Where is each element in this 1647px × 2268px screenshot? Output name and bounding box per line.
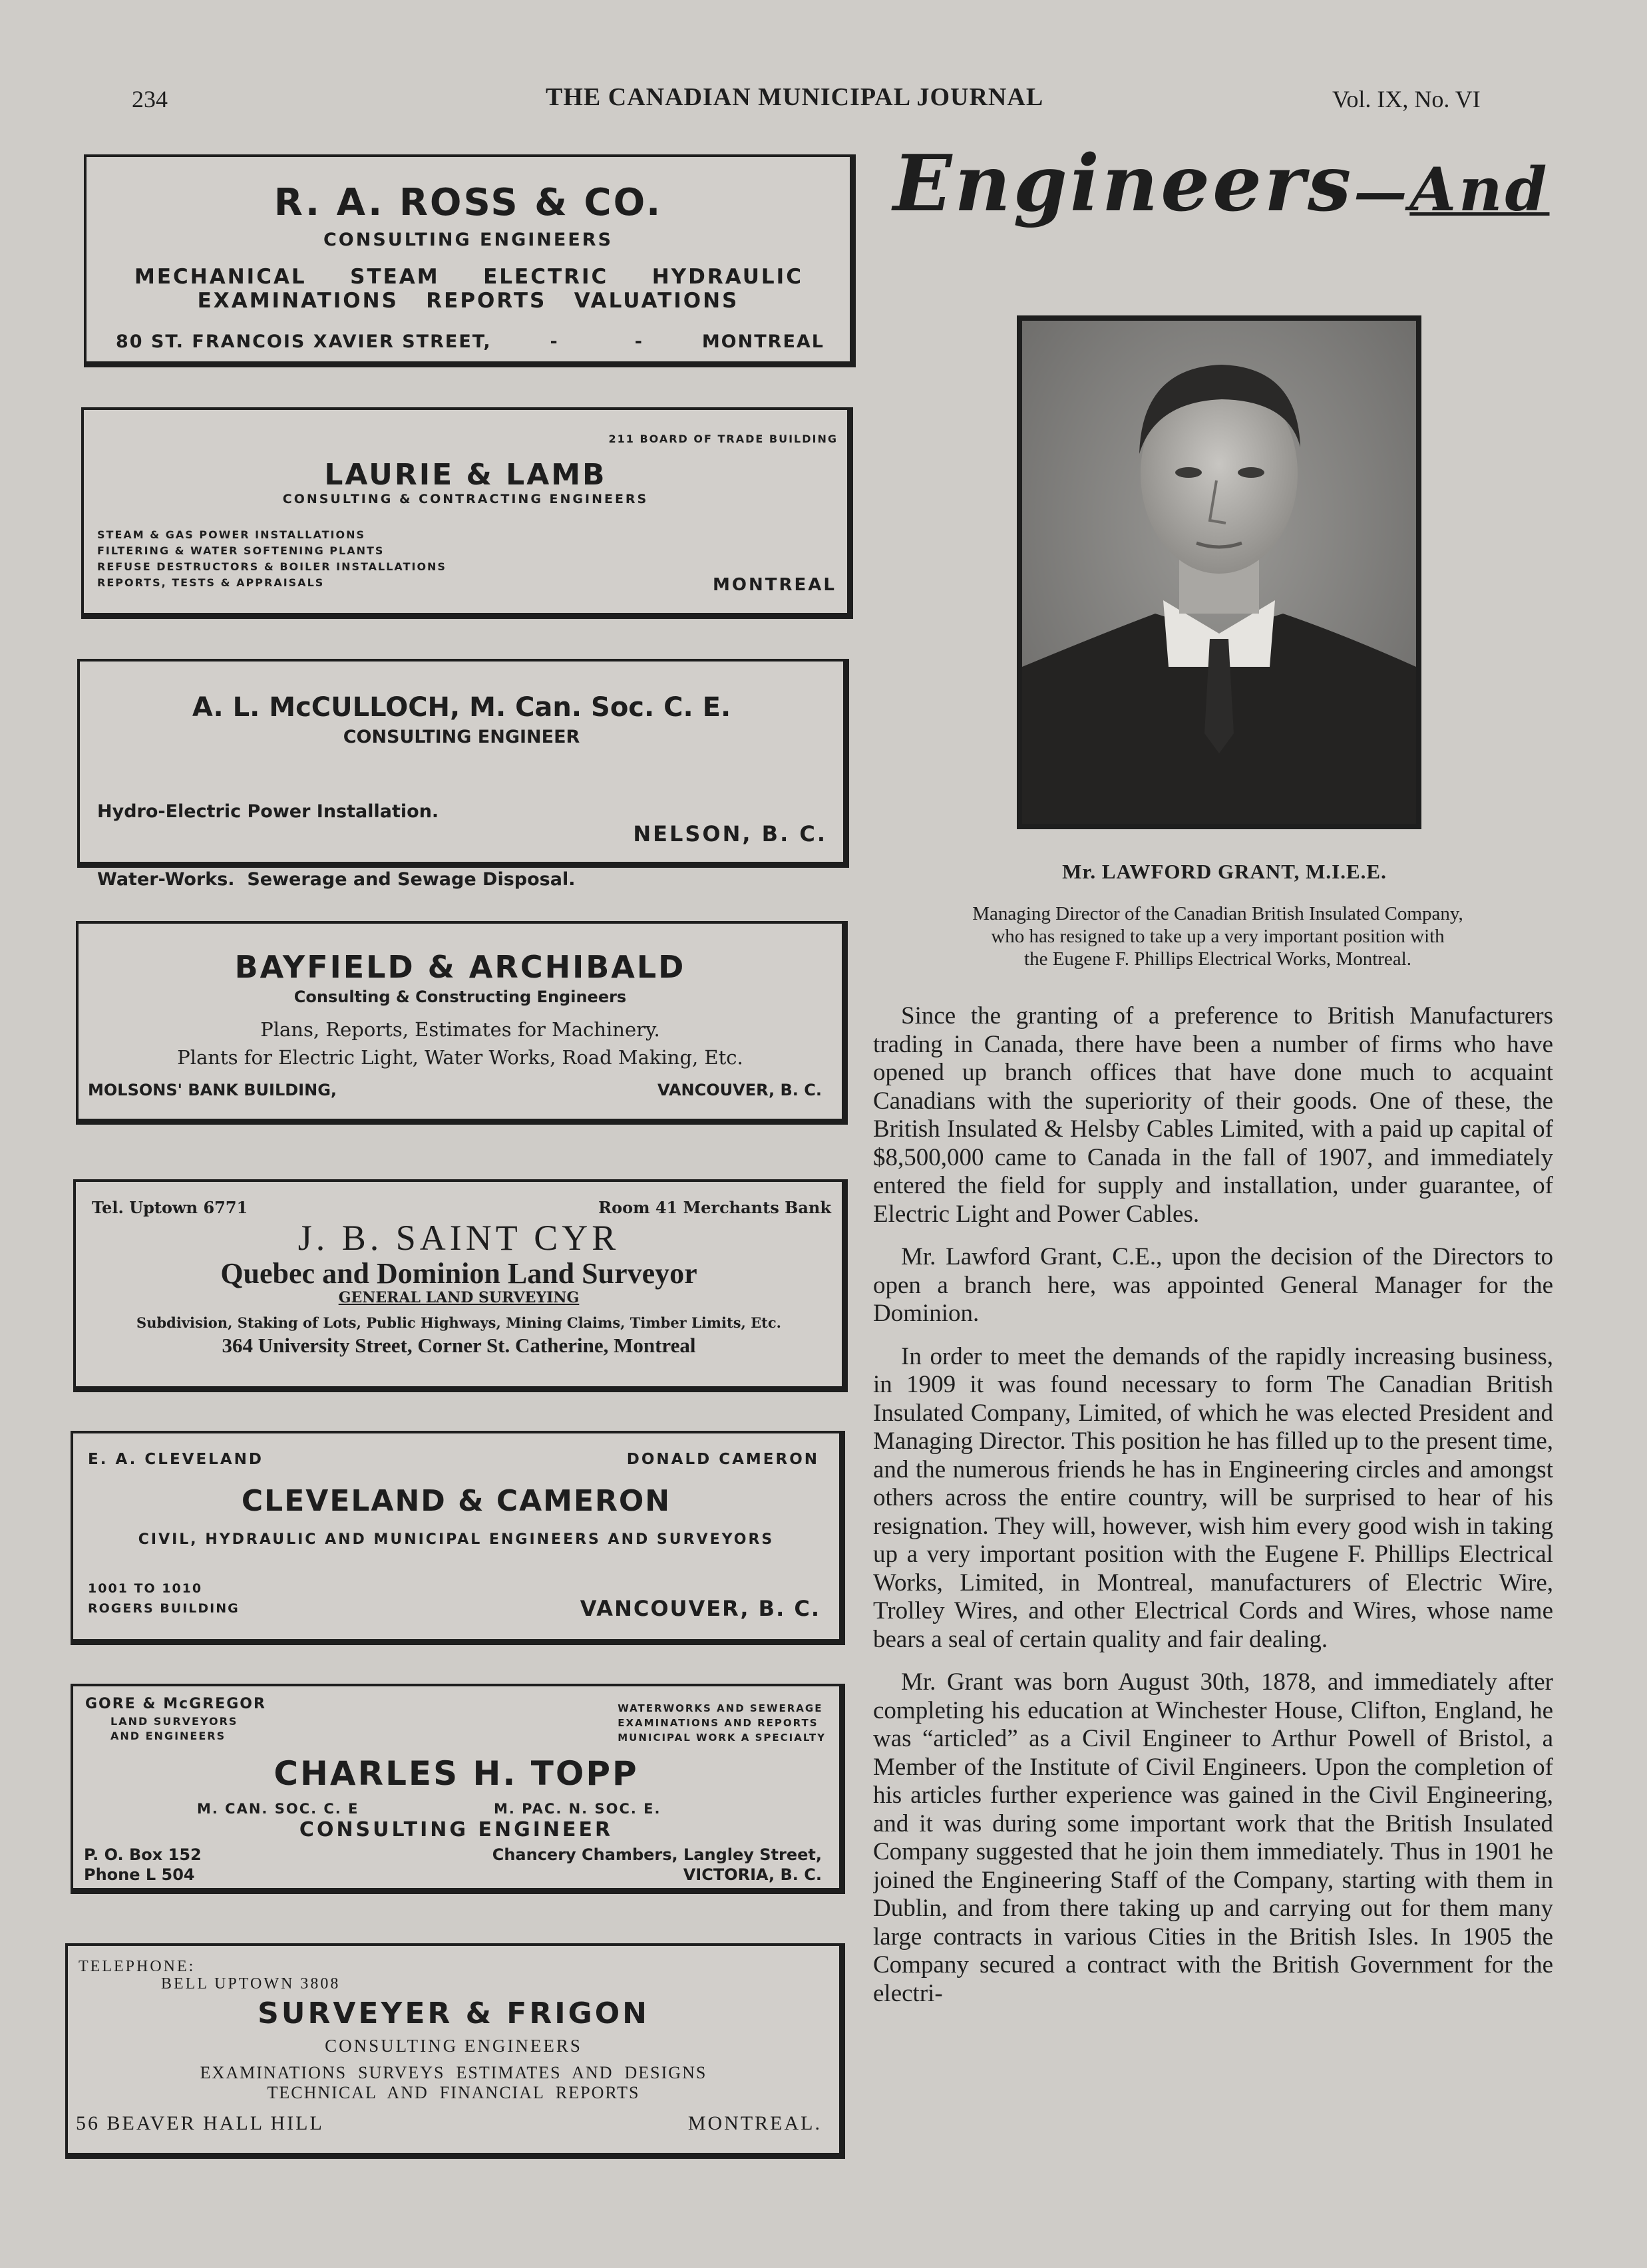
ad-laurie-name: LAURIE & LAMB xyxy=(324,458,607,492)
ad-ross-mechanical: MECHANICAL xyxy=(134,265,307,289)
ad-surveyer-line1: EXAMINATIONS SURVEYS ESTIMATES AND DESIGNS xyxy=(200,2063,707,2082)
ad-mcculloch-service: Water-Works. Sewerage and Sewage Disposal. xyxy=(97,869,576,890)
ad-saintcyr-room: Room 41 Merchants Bank xyxy=(598,1198,831,1217)
ad-surveyer-subtitle: CONSULTING ENGINEERS xyxy=(325,2036,582,2056)
ad-topp-specialties xyxy=(618,1701,826,1745)
ad-ross xyxy=(84,154,856,367)
ad-bayfield-city: VANCOUVER, B. C. xyxy=(657,1081,822,1099)
article-heading-dash: — xyxy=(1354,160,1410,223)
ad-cleveland xyxy=(71,1431,845,1645)
ad-saintcyr-address: 364 University Street, Corner St. Catherine, Montreal xyxy=(222,1334,696,1357)
ad-laurie-subtitle: CONSULTING & CONTRACTING ENGINEERS xyxy=(282,492,649,506)
ad-ross-dashes: - - xyxy=(550,331,643,352)
ad-ross-electric: ELECTRIC xyxy=(483,265,609,289)
ad-surveyer-city: MONTREAL. xyxy=(687,2112,822,2134)
ad-cleveland-name: CLEVELAND & CAMERON xyxy=(241,1484,671,1518)
ad-bayfield-line1: Plans, Reports, Estimates for Machinery. xyxy=(260,1018,660,1041)
ad-mcculloch-service: Hydro-Electric Power Installation. xyxy=(97,801,439,822)
ad-laurie-service: REFUSE DESTRUCTORS & BOILER INSTALLATIONS xyxy=(97,560,447,573)
photo-caption-line: the Eugene F. Phillips Electrical Works, Montreal. xyxy=(1024,948,1411,970)
ad-mcculloch-city: NELSON, B. C. xyxy=(633,821,827,847)
ad-topp-cred1: M. CAN. SOC. C. E xyxy=(197,1801,359,1817)
ad-ross-hydraulic: HYDRAULIC xyxy=(651,265,803,289)
ad-topp-address: Chancery Chambers, Langley Street, xyxy=(492,1845,822,1864)
ad-bayfield-footer xyxy=(88,1081,822,1099)
ad-saintcyr-subtitle: GENERAL LAND SURVEYING xyxy=(338,1289,580,1306)
ad-topp-name: CHARLES H. TOPP xyxy=(274,1754,639,1793)
ad-cleveland-building: ROGERS BUILDING xyxy=(88,1601,240,1616)
ad-topp-firm-sub xyxy=(110,1714,238,1744)
ad-topp-spec1: WATERWORKS AND SEWERAGE xyxy=(618,1702,823,1714)
ad-topp-phone: Phone L 504 xyxy=(84,1865,195,1884)
ad-bayfield-subtitle: Consulting & Constructing Engineers xyxy=(293,988,627,1006)
ad-cleveland-partner2: DONALD CAMERON xyxy=(626,1451,819,1468)
ad-cleveland-city: VANCOUVER, B. C. xyxy=(580,1596,821,1621)
ad-ross-line1 xyxy=(134,265,803,289)
ad-topp-cred2: M. PAC. N. SOC. E. xyxy=(494,1801,661,1817)
ad-cleveland-room-range: 1001 TO 1010 xyxy=(88,1581,203,1596)
ad-surveyer-tel: BELL UPTOWN 3808 xyxy=(161,1975,341,1992)
ad-surveyer-line2: TECHNICAL AND FINANCIAL REPORTS xyxy=(267,2083,640,2102)
photo-caption-line: Managing Director of the Canadian British Insulated Company, xyxy=(972,903,1463,924)
article-paragraph: Mr. Grant was born August 30th, 1878, and immediately after completing his education at Winchester House, Clifton, England, he was “articled” as a Civil Engineer to Arthur Powell of Bristol, a Member of the Institute of Civil Engineers. Upon the completion of his articles further experience was gained in the Civil Engineering, and it was during some important work that the British Insulated Company suggested that he join them immediately. Thus in 1901 he joined the Engineering Staff of the Company, starting with them in Dublin, and from there taking up and carrying out for them many large contracts in various Cities in the British Isles. In 1905 the Company secured a contract with the British Government for the electri- xyxy=(873,1668,1553,2007)
ad-laurie xyxy=(81,407,853,619)
ad-saintcyr-title: Quebec and Dominion Land Surveyor xyxy=(220,1257,697,1290)
ad-saintcyr-name: J. B. SAINT CYR xyxy=(297,1218,620,1258)
ad-surveyer-footer xyxy=(76,2112,822,2135)
ad-cleveland-partner1: E. A. CLEVELAND xyxy=(88,1451,264,1468)
ad-mcculloch xyxy=(77,659,849,890)
photo-caption-line: who has resigned to take up a very important position with xyxy=(991,926,1445,947)
page-number: 234 xyxy=(132,86,168,112)
ad-cleveland-rooms xyxy=(88,1579,240,1618)
ad-topp-contact xyxy=(84,1845,202,1885)
ad-mcculloch-name: A. L. McCULLOCH, M. Can. Soc. C. E. xyxy=(192,692,731,723)
portrait-photo xyxy=(1017,315,1421,829)
ad-topp xyxy=(71,1684,845,1894)
ad-topp-spec3: MUNICIPAL WORK A SPECIALTY xyxy=(618,1732,826,1744)
ad-topp-subtitle: CONSULTING ENGINEER xyxy=(299,1818,614,1841)
ad-topp-city: VICTORIA, B. C. xyxy=(683,1865,822,1884)
ad-topp-firm: GORE & McGREGOR xyxy=(85,1696,266,1712)
article-heading-main: Engineers xyxy=(893,138,1354,229)
ad-surveyer-address: 56 BEAVER HALL HILL xyxy=(76,2112,324,2134)
ad-topp-firm-sub1: LAND SURVEYORS xyxy=(110,1715,238,1728)
ad-laurie-service: FILTERING & WATER SOFTENING PLANTS xyxy=(97,544,385,557)
article-paragraph: Since the granting of a preference to British Manufacturers trading in Canada, there have been a number of firms who have opened up branch offices that have done much to acquaint Canadians with the superiority of their goods. One of these, the British Insulated & Helsby Cables Limited, with a paid up capital of $8,500,000 came to Canada in the fall of 1907, and immediately entered the field for supply and installation, under guarantee, of Electric Light and Power Cables. xyxy=(873,1002,1553,1228)
ad-surveyer-tel-label: TELEPHONE: xyxy=(79,1958,196,1975)
article-body xyxy=(873,1002,1553,2253)
ad-ross-address: 80 ST. FRANCOIS XAVIER STREET, xyxy=(116,331,492,352)
journal-title: THE CANADIAN MUNICIPAL JOURNAL xyxy=(546,83,1044,111)
article-heading xyxy=(893,137,1550,238)
portrait-image xyxy=(1022,321,1416,824)
ad-bayfield-name: BAYFIELD & ARCHIBALD xyxy=(234,949,686,985)
article-heading-and: And xyxy=(1409,154,1550,225)
volume-number: Vol. IX, No. VI xyxy=(1332,86,1481,112)
ad-saintcyr-services: Subdivision, Staking of Lots, Public Highways, Mining Claims, Timber Limits, Etc. xyxy=(136,1314,781,1331)
ad-bayfield-address: MOLSONS' BANK BUILDING, xyxy=(88,1081,337,1099)
photo-caption-description xyxy=(878,902,1557,970)
ad-saintcyr-phone: Tel. Uptown 6771 xyxy=(92,1198,248,1217)
ad-bayfield xyxy=(76,921,848,1125)
ad-ross-name: R. A. ROSS & CO. xyxy=(274,181,663,224)
ad-ross-city: MONTREAL xyxy=(701,331,824,352)
ad-saintcyr xyxy=(73,1179,848,1392)
ad-ross-subtitle: CONSULTING ENGINEERS xyxy=(323,230,614,250)
ad-laurie-services xyxy=(97,527,447,591)
ad-ross-line2: EXAMINATIONS REPORTS VALUATIONS xyxy=(197,289,739,313)
ad-saintcyr-top xyxy=(92,1198,831,1217)
ad-cleveland-subtitle: CIVIL, HYDRAULIC AND MUNICIPAL ENGINEERS AND SURVEYORS xyxy=(138,1531,775,1548)
ad-topp-spec2: EXAMINATIONS AND REPORTS xyxy=(618,1717,819,1729)
article-paragraph: Mr. Lawford Grant, C.E., upon the decision of the Directors to open a branch here, was appointed General Manager for the Dominion. xyxy=(873,1243,1553,1327)
ad-laurie-service: STEAM & GAS POWER INSTALLATIONS xyxy=(97,528,366,541)
article-paragraph: In order to meet the demands of the rapidly increasing business, in 1909 it was found necessary to form The Canadian British Insulated Company, Limited, of which he was elected President and Managing Director. This position he has filled up to the present time, and the numerous friends he has in Engineering circles and amongst others across the entire country, will be surprised to hear of his resignation. They will, however, wish him every good wish in taking up a very important position with the Eugene F. Phillips Electrical Works, Limited, in Montreal, manufacturers of Electric Wire, Trolley Wires, and other Electrical Cords and Wires, whose name bears a seal of certain quality and fair dealing. xyxy=(873,1342,1553,1653)
ad-laurie-service: REPORTS, TESTS & APPRAISALS xyxy=(97,576,325,589)
ad-topp-box: P. O. Box 152 xyxy=(84,1845,202,1864)
ad-laurie-building: 211 BOARD OF TRADE BUILDING xyxy=(608,433,838,445)
ad-topp-firm-sub2: AND ENGINEERS xyxy=(110,1730,226,1742)
ad-ross-footer xyxy=(116,331,824,352)
photo-caption-name: Mr. LAWFORD GRANT, M.I.E.E. xyxy=(1062,860,1387,883)
ad-bayfield-line2: Plants for Electric Light, Water Works, Road Making, Etc. xyxy=(177,1046,743,1069)
ad-topp-location xyxy=(492,1845,822,1885)
ad-laurie-city: MONTREAL xyxy=(713,575,836,595)
ad-ross-steam: STEAM xyxy=(350,265,440,289)
ad-surveyer-name: SURVEYER & FRIGON xyxy=(258,1996,649,2030)
ad-mcculloch-subtitle: CONSULTING ENGINEER xyxy=(343,727,580,747)
ad-cleveland-partners xyxy=(88,1451,819,1468)
ad-surveyer xyxy=(65,1943,845,2159)
